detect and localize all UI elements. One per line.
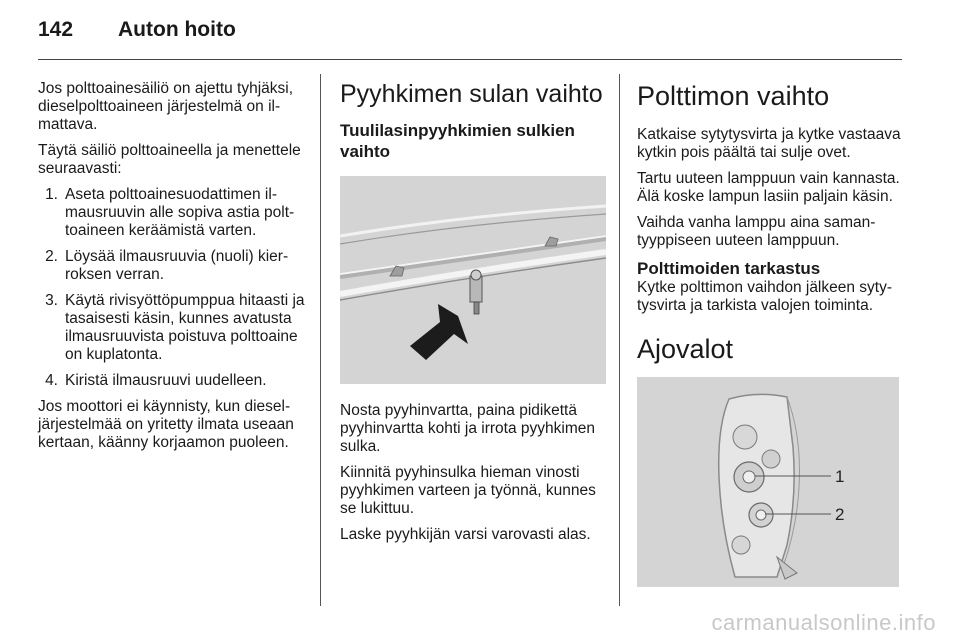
- step-number: 2.: [45, 248, 58, 265]
- bulb-paragraph-1: Katkaise sytytysvirta ja kytke vastaava kytkin pois päältä tai sulje ovet.: [637, 126, 901, 161]
- page-number: 142: [38, 18, 74, 41]
- list-item: [38, 292, 308, 364]
- list-item: [38, 248, 308, 284]
- step-number: 3.: [45, 292, 58, 309]
- column-divider-2: [619, 74, 620, 606]
- column-1: [38, 80, 308, 460]
- closing-paragraph: Jos moottori ei käynnisty, kun dieseljärjestelmää on yritetty ilmata useaan kertaan, käänny korjaamon puoleen.: [38, 398, 294, 451]
- wiper-step-2: Kiinnitä pyyhinsulka hieman vinosti pyyhkimen varteen ja työnnä, kunnes se lukittuu.: [340, 464, 596, 517]
- wiper-step-3: Laske pyyhkijän varsi varovasti alas.: [340, 526, 591, 543]
- column-3: [637, 80, 905, 587]
- callout-label-2: 2: [835, 505, 845, 524]
- page-title: Auton hoito: [118, 18, 236, 41]
- column-2: [340, 80, 608, 552]
- header-divider: [38, 59, 902, 60]
- step-number: 4.: [45, 372, 58, 389]
- bulb-paragraph-2: Tartu uuteen lamppuun vain kannasta. Älä koske lampun lasiin paljain käsin.: [637, 170, 900, 205]
- wiper-drawing: [340, 176, 606, 384]
- intro-paragraph: Jos polttoainesäiliö on ajettu tyhjäksi, dieselpolttoaineen järjestelmä on ilmattava.: [38, 80, 294, 133]
- step-number: 1.: [45, 186, 58, 203]
- bulb-check-paragraph: Kytke polttimon vaihdon jälkeen sytytysvirta ja tarkista valojen toiminta.: [637, 279, 893, 314]
- wiper-illustration: [340, 176, 606, 384]
- wiper-step-1: Nosta pyyhinvartta, paina pidikettä pyyhinvartta kohti ja irrota pyyhkimen sulka.: [340, 402, 596, 455]
- headlight-drawing: [637, 377, 899, 587]
- list-item: [38, 372, 308, 390]
- callout-label-1: 1: [835, 467, 845, 486]
- step-text: Löysää ilmausruuvia (nuoli) kierroksen verran.: [65, 248, 289, 283]
- instruction-paragraph: Täytä säiliö polttoaineella ja menettele seuraavasti:: [38, 142, 301, 177]
- subheading-wiper-blades: Tuulilasinpyyhkimien sulkien vaihto: [340, 121, 575, 161]
- page-header: [38, 18, 236, 48]
- watermark: carmanualsonline.info: [711, 610, 936, 635]
- subheading-bulb-check: Polttimoiden tarkastus: [637, 259, 821, 278]
- list-item: [38, 186, 308, 240]
- section-heading-wiper: Pyyhkimen sulan vaihto: [340, 80, 603, 108]
- section-heading-bulb: Polttimon vaihto: [637, 81, 830, 111]
- bulb-paragraph-3: Vaihda vanha lamppu aina samantyyppiseen uuteen lamppuun.: [637, 214, 876, 249]
- column-divider-1: [320, 74, 321, 606]
- headlight-illustration: [637, 377, 899, 587]
- step-text: Käytä rivisyöttöpumppua hitaasti ja tasaisesti käsin, kunnes avatusta ilmausruuvista poistuva polttoaine on kuplatonta.: [65, 292, 305, 363]
- steps-list: [38, 186, 308, 390]
- step-text: Kiristä ilmausruuvi uudelleen.: [65, 372, 267, 389]
- section-heading-headlights: Ajovalot: [637, 334, 734, 364]
- step-text: Aseta polttoainesuodattimen ilmausruuvin alle sopiva astia polttoaineen keräämistä varten.: [65, 186, 295, 239]
